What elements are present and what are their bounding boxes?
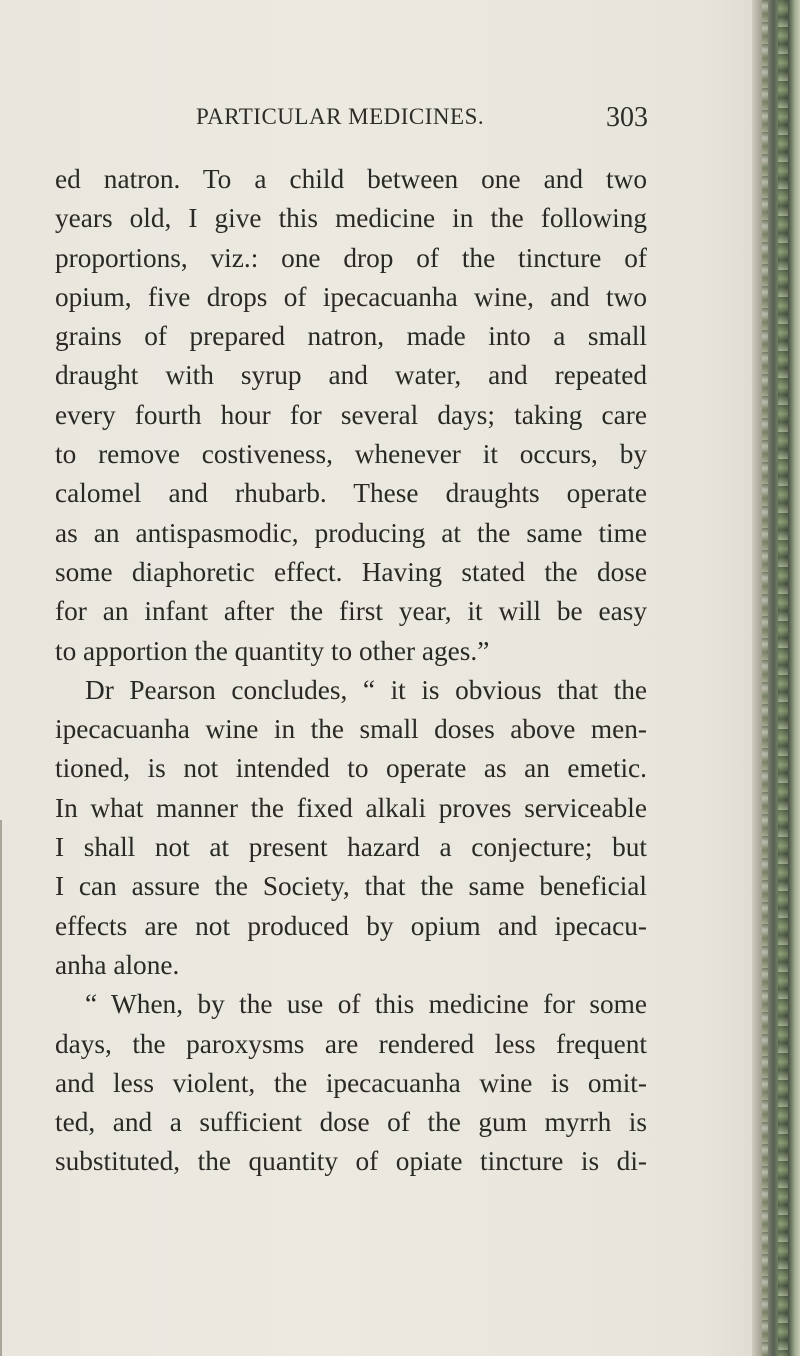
text-line: for an infant after the first year, it will be easy — [55, 596, 647, 627]
text-line: and less violent, the ipecacuanha wine is omit- — [55, 1067, 647, 1098]
text-line: days, the paroxysms are rendered less frequent — [55, 1028, 647, 1059]
text-line: calomel and rhubarb. These draughts operate — [55, 478, 647, 509]
text-line: as an antispasmodic, producing at the same time — [55, 517, 647, 548]
text-line: to apportion the quantity to other ages.” — [55, 635, 490, 666]
text-line: tioned, is not intended to operate as an emetic. — [55, 753, 647, 784]
text-line: some diaphoretic effect. Having stated the dose — [55, 556, 647, 587]
text-line: years old, I give this medicine in the following — [55, 203, 647, 234]
text-line: to remove costiveness, whenever it occurs, by — [55, 439, 647, 470]
text-line: In what manner the fixed alkali proves serviceable — [55, 792, 647, 823]
text-line: every fourth hour for several days; taking care — [55, 399, 647, 430]
text-line: ted, and a sufficient dose of the gum myrrh is — [55, 1107, 647, 1138]
text-line: effects are not produced by opium and ipecacu- — [55, 910, 647, 941]
text-line: draught with syrup and water, and repeated — [55, 360, 647, 391]
text-line: Dr Pearson concludes, “ it is obvious that the — [85, 674, 647, 705]
page-number: 303 — [606, 102, 648, 133]
book-binding-edge — [752, 0, 800, 1356]
text-line: grains of prepared natron, made into a small — [55, 321, 647, 352]
text-line: I shall not at present hazard a conjecture; but — [55, 832, 647, 863]
text-line: ed natron. To a child between one and two — [55, 164, 647, 194]
text-line: ipecacuanha wine in the small doses above men- — [55, 714, 647, 745]
running-head-title: PARTICULAR MEDICINES. — [196, 104, 485, 129]
text-line: substituted, the quantity of opiate tincture is di- — [55, 1146, 647, 1177]
body-text — [55, 160, 647, 1182]
text-line: “ When, by the use of this medicine for some — [85, 989, 647, 1020]
text-line: proportions, viz.: one drop of the tincture of — [55, 242, 647, 273]
text-line: opium, five drops of ipecacuanha wine, and two — [55, 281, 647, 312]
text-line: anha alone. — [55, 949, 180, 980]
running-head — [196, 104, 648, 140]
text-line: I can assure the Society, that the same beneficial — [55, 871, 647, 902]
page-edge-shadow — [0, 820, 2, 1356]
